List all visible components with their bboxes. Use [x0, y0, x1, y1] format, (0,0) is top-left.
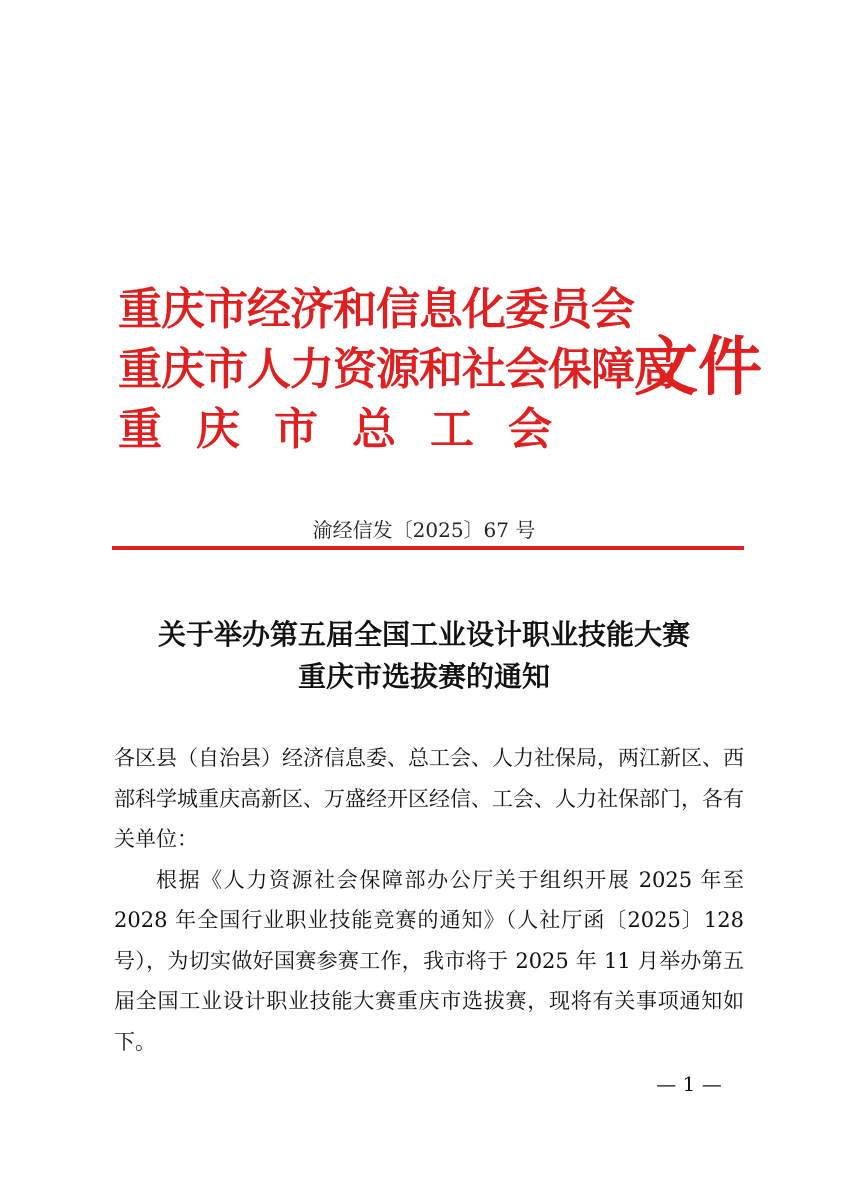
org-line-human-resources: 重庆市人力资源和社会保障局	[118, 344, 677, 395]
document-word: 文件	[634, 330, 762, 405]
document-title	[0, 614, 848, 698]
org-line-trade-union: 重庆市总工会	[118, 404, 586, 455]
issuing-organizations	[118, 280, 677, 460]
document-number: 渝经信发〔2025〕67 号	[312, 518, 536, 542]
org-line-economy-informatization: 重庆市经济和信息化委员会	[118, 284, 634, 335]
red-divider-line	[112, 546, 744, 550]
page-number: — 1 —	[656, 1072, 722, 1096]
title-line-1: 关于举办第五届全国工业设计职业技能大赛	[157, 618, 690, 651]
body-paragraph: 根据《人力资源社会保障部办公厅关于组织开展 2025 年至 2028 年全国行业职业技能竞赛的通知》（人社厅函〔2025〕128 号），为切实做好国赛参赛工作，我市将于 2025 年 11 月举办第五届全国工业设计职业技能大赛重庆市选拔赛，现将有关事项通知如下。	[114, 867, 744, 1054]
title-line-2: 重庆市选拔赛的通知	[297, 660, 550, 693]
masthead	[118, 280, 762, 480]
document-body	[114, 738, 744, 1062]
salutation: 各区县（自治县）经济信息委、总工会、人力社保局，两江新区、西部科学城重庆高新区、万盛经开区经信、工会、人力社保部门，各有关单位：	[114, 746, 744, 851]
